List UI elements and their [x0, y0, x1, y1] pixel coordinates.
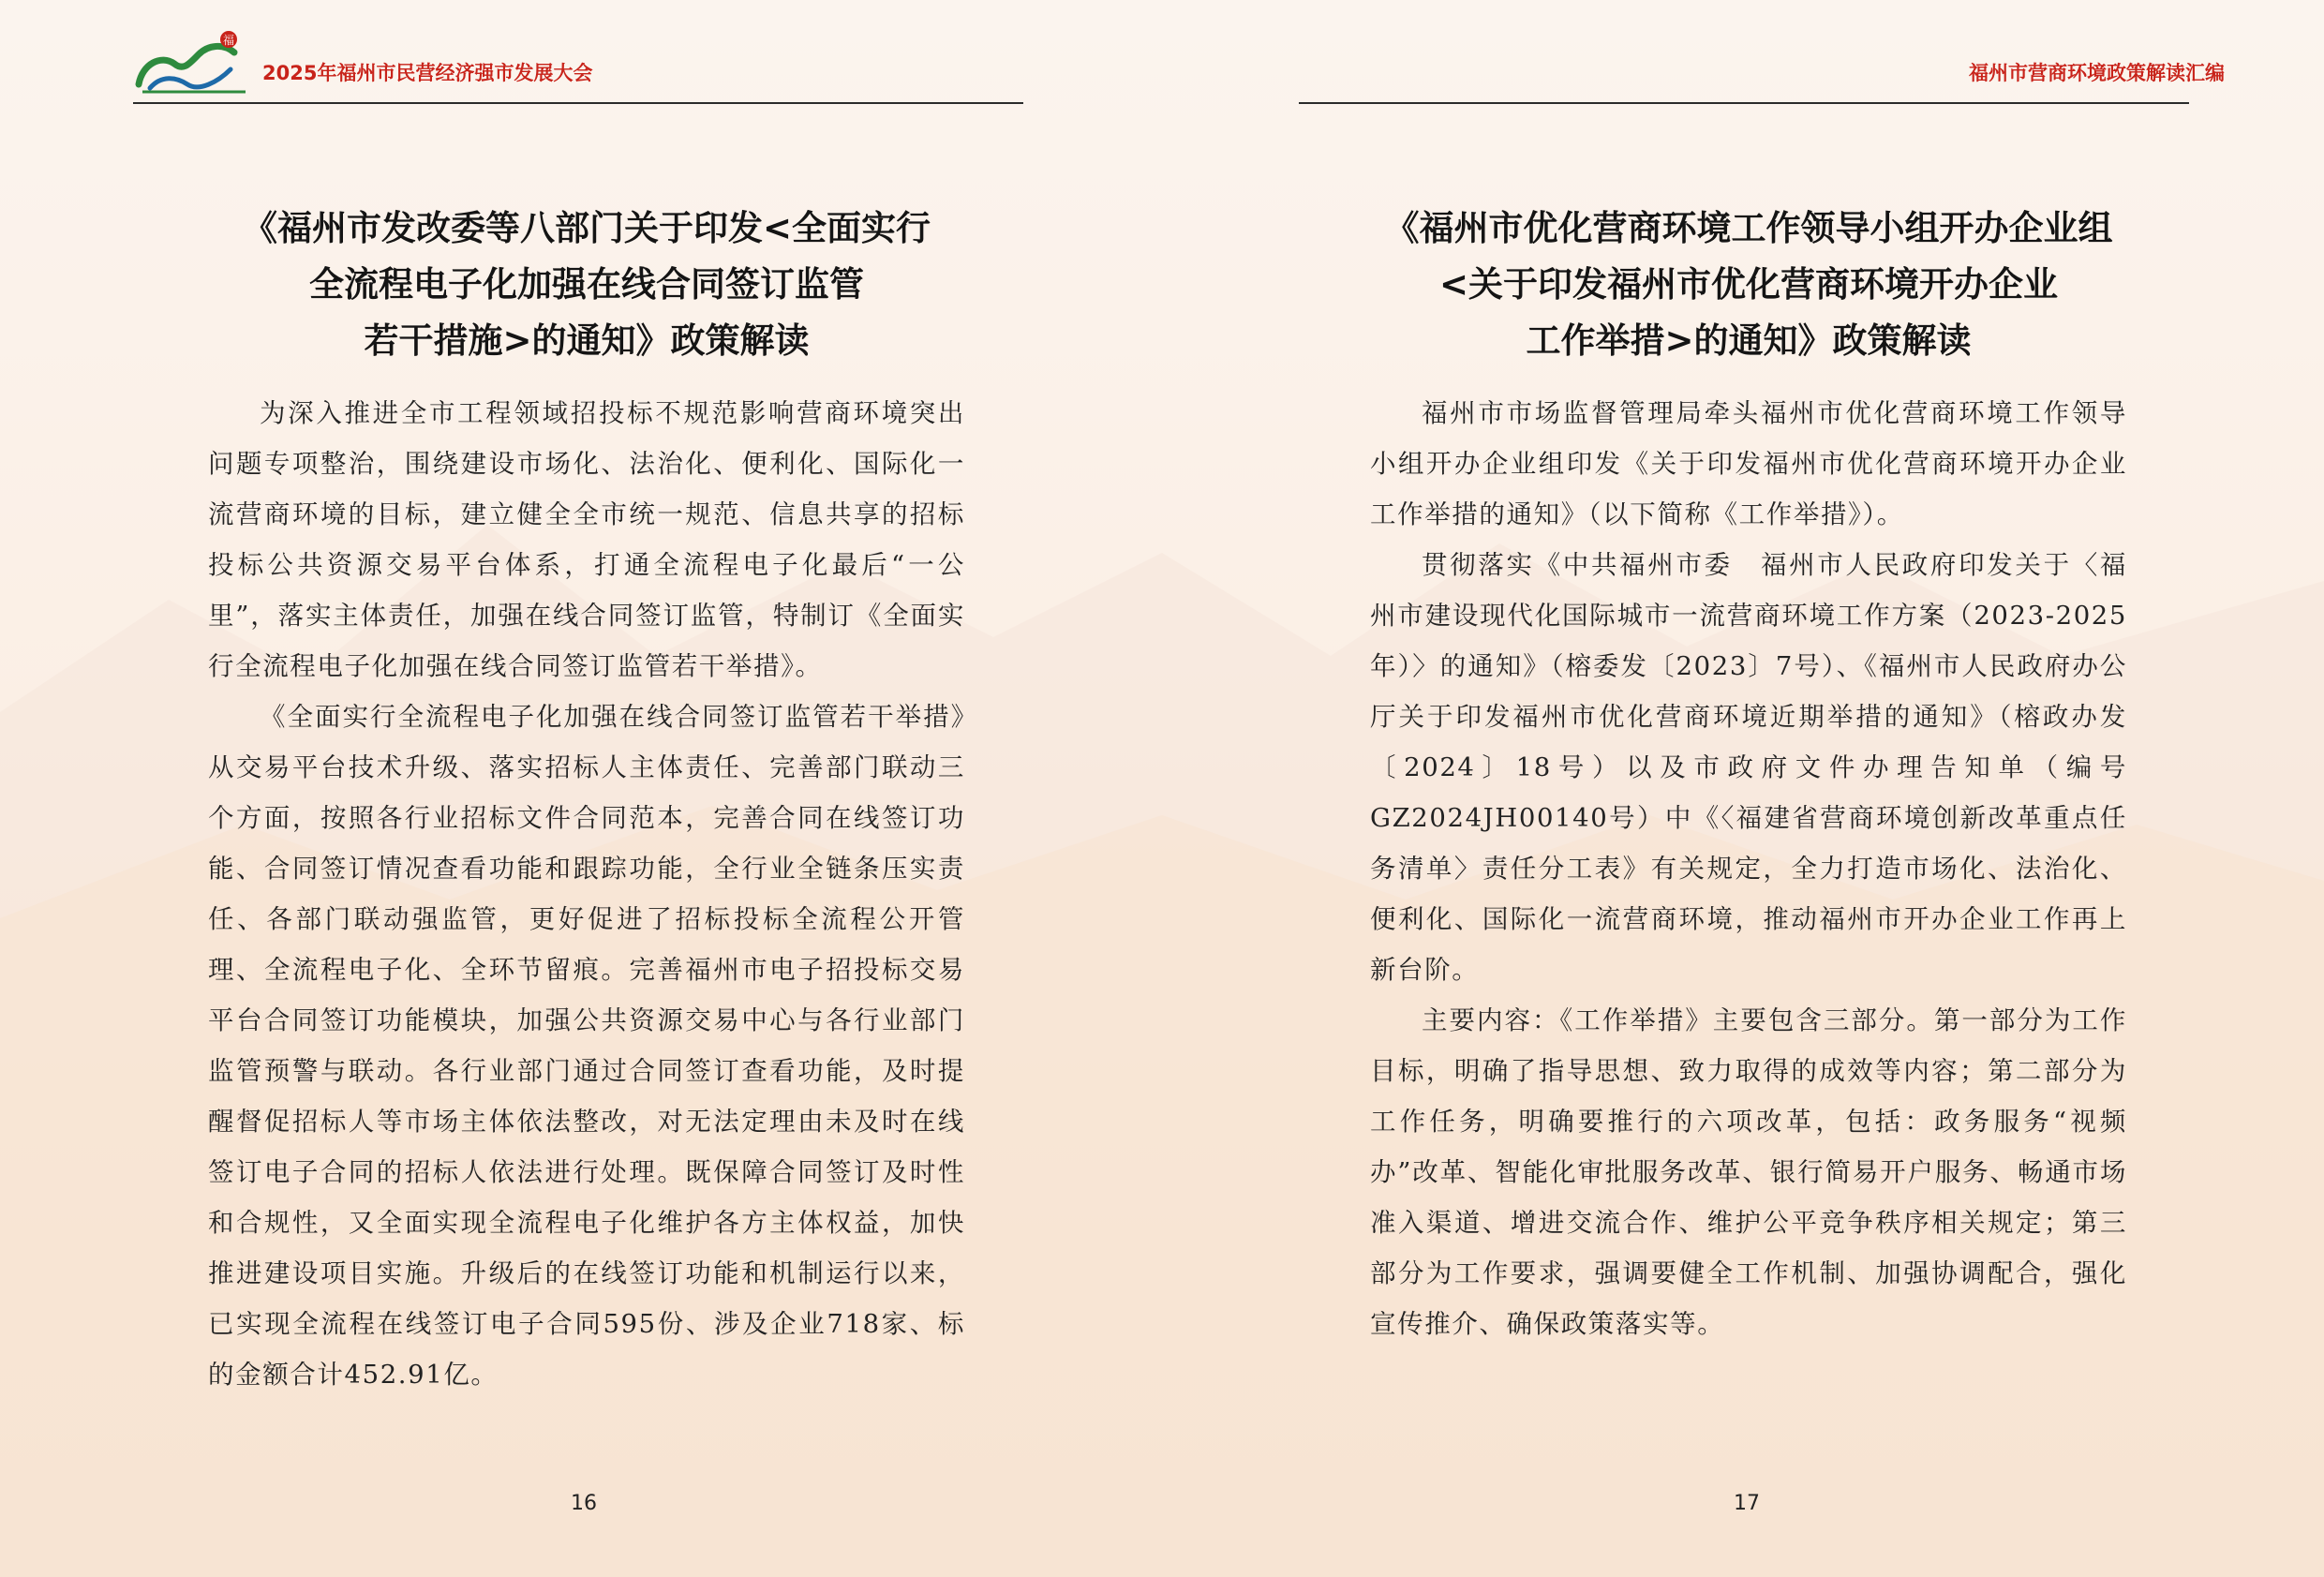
page-number: 16	[571, 1492, 597, 1515]
title-line: 《福州市优化营商环境工作领导小组开办企业组	[1384, 208, 2113, 248]
page-number: 17	[1734, 1492, 1760, 1515]
conference-title: 2025年福州市民营经济强市发展大会	[262, 62, 593, 84]
title-line: 《福州市发改委等八部门关于印发<全面实行	[242, 208, 931, 248]
title-line: 工作举措>的通知》政策解读	[1526, 320, 1972, 361]
article-left	[208, 201, 965, 1400]
title-line: <关于印发福州市优化营商环境开办企业	[1438, 264, 2058, 305]
paragraph: 福州市市场监督管理局牵头福州市优化营商环境工作领导小组开办企业组印发《关于印发福州市优化营商环境开办企业工作举措的通知》（以下简称《工作举措》）。	[1370, 398, 2127, 529]
title-line: 全流程电子化加强在线合同签订监管	[309, 264, 864, 305]
header-rule	[1299, 102, 2189, 104]
paragraph: 为深入推进全市工程领域招投标不规范影响营商环境突出问题专项整治，围绕建设市场化、法治化、便利化、国际化一流营商环境的目标，建立健全全市统一规范、信息共享的招标投标公共资源交易平台体系，打通全流程电子化最后“一公里”，落实主体责任，加强在线合同签订监管，特制订《全面实行全流程电子化加强在线合同签订监管若干举措》。	[208, 398, 965, 681]
paragraph: 贯彻落实《中共福州市委 福州市人民政府印发关于〈福州市建设现代化国际城市一流营商环境工作方案（2023-2025年）〉的通知》（榕委发〔2023〕7号）、《福州市人民政府办公厅关于印发福州市优化营商环境近期举措的通知》（榕政办发〔2024〕18号）以及市政府文件办理告知单（编号GZ2024JH00140号）中《〈福建省营商环境创新改革重点任务清单〉责任分工表》有关规定，全力打造市场化、法治化、便利化、国际化一流营商环境，推动福州市开办企业工作再上新台阶。	[1370, 550, 2127, 985]
article-title	[1370, 201, 2127, 369]
title-line: 若干措施>的通知》政策解读	[364, 320, 810, 361]
book-title: 福州市营商环境政策解读汇编	[1969, 62, 2225, 84]
right-page	[1162, 0, 2324, 1577]
paragraph: 《全面实行全流程电子化加强在线合同签订监管若干举措》从交易平台技术升级、落实招标人主体责任、完善部门联动三个方面，按照各行业招标文件合同范本，完善合同在线签订功能、合同签订情况查看功能和跟踪功能，全行业全链条压实责任、各部门联动强监管，更好促进了招标投标全流程公开管理、全流程电子化、全环节留痕。完善福州市电子招投标交易平台合同签订功能模块，加强公共资源交易中心与各行业部门监管预警与联动。各行业部门通过合同签订查看功能，及时提醒督促招标人等市场主体依法整改，对无法定理由未及时在线签订电子合同的招标人依法进行处理。既保障合同签订及时性和合规性，又全面实现全流程电子化维护各方主体权益，加快推进建设项目实施。升级后的在线签订功能和机制运行以来，已实现全流程在线签订电子合同595份、涉及企业718家、标的金额合计452.91亿。	[208, 702, 965, 1390]
article-right	[1370, 201, 2127, 1349]
article-title	[208, 201, 965, 369]
paragraph: 主要内容：《工作举措》主要包含三部分。第一部分为工作目标，明确了指导思想、致力取得的成效等内容；第二部分为工作任务，明确要推行的六项改革，包括：政务服务“视频办”改革、智能化审批服务改革、银行简易开户服务、畅通市场准入渠道、增进交流合作、维护公平竞争秩序相关规定；第三部分为工作要求，强调要健全工作机制、加强协调配合，强化宣传推介、确保政策落实等。	[1370, 1005, 2127, 1339]
logo-glyph: 福	[222, 34, 235, 47]
conference-logo-icon	[133, 26, 253, 97]
header-rule	[133, 102, 1023, 104]
